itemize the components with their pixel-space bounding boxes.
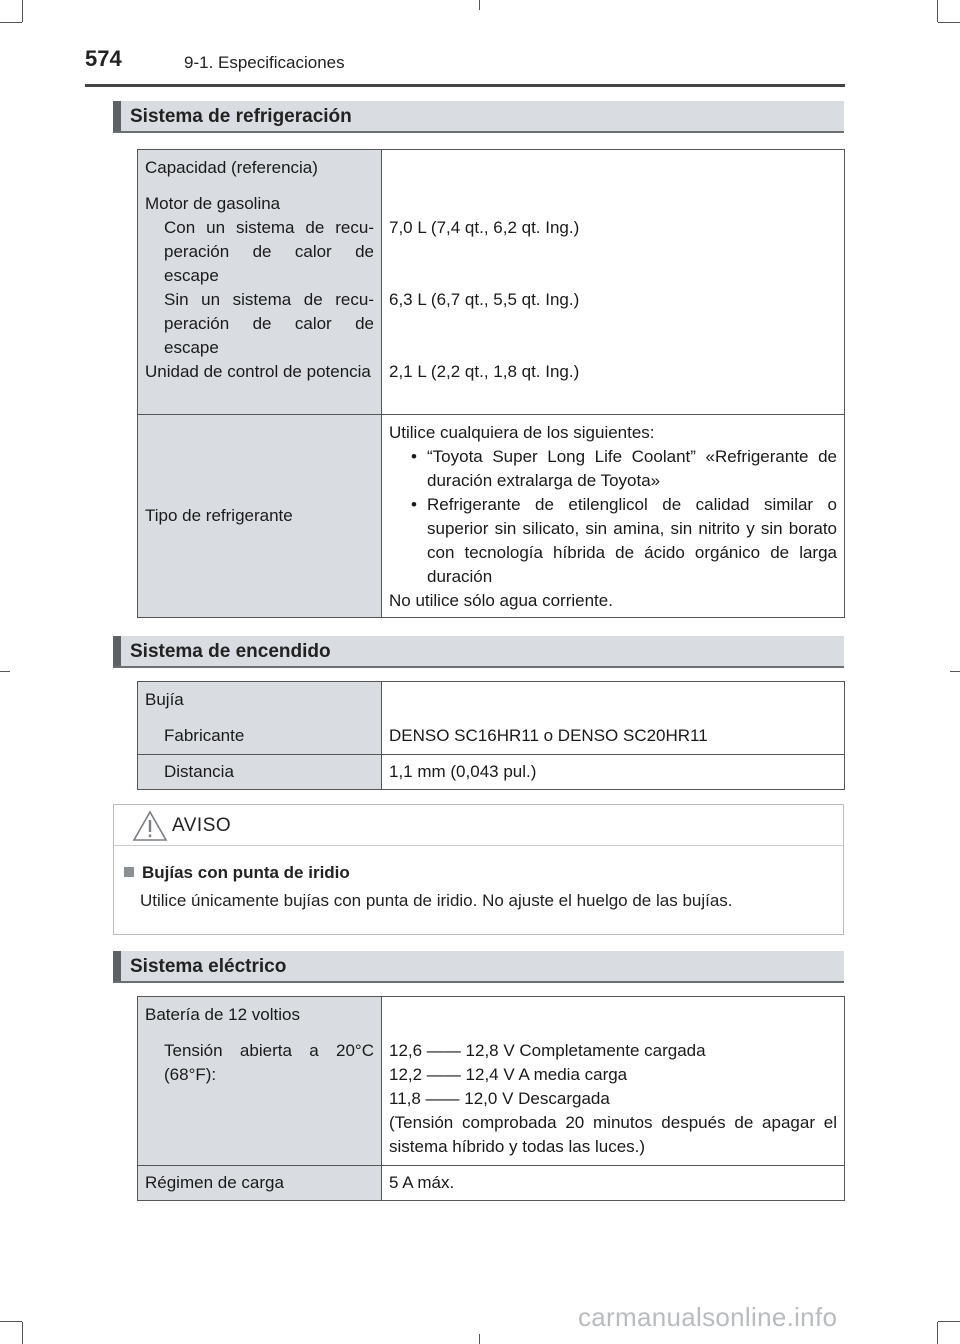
section-ignition-header <box>113 636 844 668</box>
voltage-label: Tensión abierta a 20°C (68°F): <box>164 1041 374 1084</box>
maker-label: Fabricante <box>164 726 245 745</box>
label-cell <box>138 150 382 415</box>
label-cell <box>138 1166 382 1201</box>
crop-mark <box>0 1321 22 1322</box>
crop-mark <box>937 1322 938 1344</box>
table-row <box>138 1166 845 1201</box>
coolant-option: “Toyota Super Long Life Coolant” «Refrigerante de duración extralarga de Toyota» <box>427 447 837 490</box>
coolant-intro: Utilice cualquiera de los siguientes: <box>389 423 655 442</box>
section-cooling-header <box>113 101 844 133</box>
without-recovery-value: 6,3 L (6,7 qt., 5,5 qt. Ing.) <box>389 290 580 309</box>
table-row <box>138 150 845 415</box>
bullet-icon: • <box>411 495 417 514</box>
warning-triangle-icon <box>132 810 168 847</box>
list-item <box>389 493 837 589</box>
with-recovery-value: 7,0 L (7,4 qt., 6,2 qt. Ing.) <box>389 218 580 237</box>
crop-mark <box>0 671 10 672</box>
table-row <box>138 415 845 618</box>
crop-mark <box>22 1322 23 1344</box>
crop-mark <box>938 1321 960 1322</box>
table-row <box>138 682 845 755</box>
crop-mark <box>950 671 960 672</box>
watermark: carmanualsonline.info <box>578 1302 838 1332</box>
value-cell <box>382 755 845 790</box>
electrical-table <box>137 996 845 1201</box>
value-cell <box>382 682 845 755</box>
warning-title: AVISO <box>172 815 232 836</box>
section-title: Sistema eléctrico <box>130 956 287 977</box>
header-rule <box>85 84 845 87</box>
crop-mark <box>479 1334 480 1344</box>
value-cell <box>382 997 845 1166</box>
section-accent <box>113 951 121 981</box>
voltage-line: 11,8 —— 12,0 V Descargada <box>389 1089 610 1108</box>
section-title: Sistema de refrigeración <box>130 106 352 127</box>
warning-item-title <box>124 863 350 883</box>
page-number: 574 <box>85 46 122 71</box>
table-row <box>138 755 845 790</box>
label-cell <box>138 997 382 1166</box>
page-header <box>85 40 845 84</box>
label-cell <box>138 755 382 790</box>
chapter-title: 9-1. Especificaciones <box>184 53 345 72</box>
coolant-type-label: Tipo de refrigerante <box>145 506 293 525</box>
warning-box <box>113 804 844 935</box>
battery-label: Batería de 12 voltios <box>145 1005 300 1024</box>
crop-mark <box>22 0 23 22</box>
value-cell <box>382 415 845 618</box>
section-accent <box>113 101 121 131</box>
pcu-label: Unidad de control de potencia <box>145 362 371 381</box>
bullet-icon: • <box>411 447 417 466</box>
without-recovery-label: Sin un sistema de recu-peración de calor de escape <box>164 290 374 357</box>
charge-value: 5 A máx. <box>389 1173 455 1192</box>
spark-plug-label: Bujía <box>145 690 184 709</box>
voltage-note: (Tensión comprobada 20 minutos después de apagar el sistema híbrido y todas las luces.) <box>389 1113 837 1156</box>
crop-mark <box>479 0 480 10</box>
crop-mark <box>937 0 938 22</box>
charge-label: Régimen de carga <box>145 1173 284 1192</box>
gap-label: Distancia <box>164 762 234 781</box>
coolant-option: Refrigerante de etilenglicol de calidad similar o superior sin silicato, sin amina, sin nitrito y sin borato con tecnología híbrida de ácido orgánico de larga duración <box>427 495 837 586</box>
crop-mark <box>938 22 960 23</box>
warning-text: Utilice únicamente bujías con punta de iridio. No ajuste el huelgo de las bujías. <box>140 891 733 910</box>
list-item <box>389 445 837 493</box>
gasoline-engine-label: Motor de gasolina <box>145 194 281 213</box>
label-cell <box>138 415 382 618</box>
section-accent <box>113 636 121 666</box>
section-electrical-header <box>113 951 844 983</box>
voltage-line: 12,6 —— 12,8 V Completamente cargada <box>389 1041 706 1060</box>
section-title: Sistema de encendido <box>130 641 331 662</box>
warning-header <box>114 805 843 846</box>
pcu-value: 2,1 L (2,2 qt., 1,8 qt. Ing.) <box>389 362 580 381</box>
cooling-table <box>137 149 845 618</box>
gap-value: 1,1 mm (0,043 pul.) <box>389 762 537 781</box>
coolant-note: No utilice sólo agua corriente. <box>389 591 613 610</box>
maker-value: DENSO SC16HR11 o DENSO SC20HR11 <box>389 726 708 745</box>
table-row <box>138 997 845 1166</box>
with-recovery-label: Con un sistema de recu-peración de calor de escape <box>164 218 374 285</box>
label-cell <box>138 682 382 755</box>
voltage-line: 12,2 —— 12,4 V A media carga <box>389 1065 628 1084</box>
value-cell <box>382 1166 845 1201</box>
value-cell <box>382 150 845 415</box>
ignition-table <box>137 681 845 790</box>
crop-mark <box>0 22 22 23</box>
square-bullet-icon <box>124 867 134 877</box>
capacity-label: Capacidad (referencia) <box>145 158 318 177</box>
warning-item-heading: Bujías con punta de iridio <box>142 863 350 882</box>
